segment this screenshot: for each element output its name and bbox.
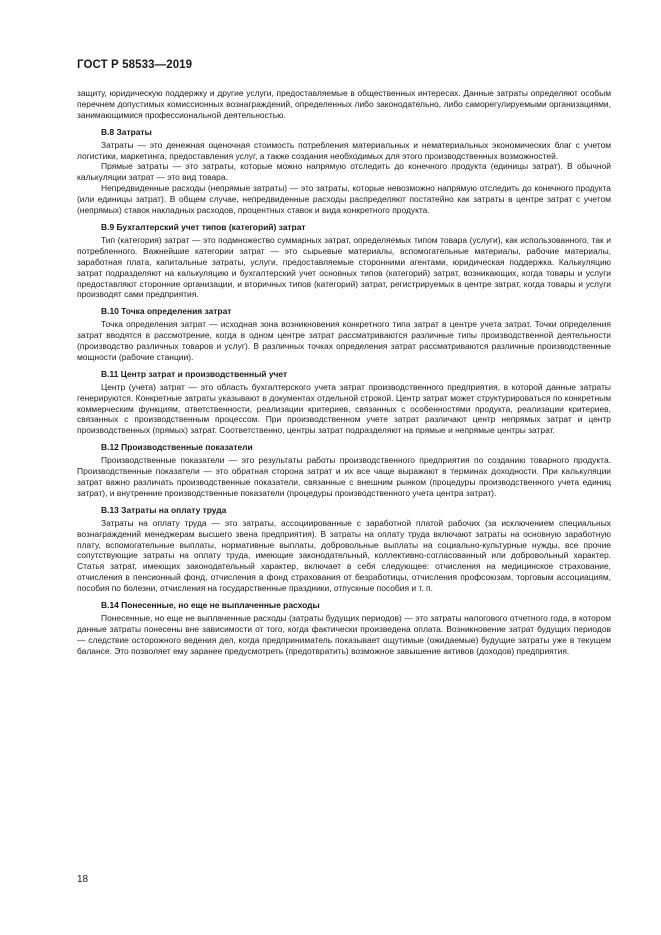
page-number: 18 (77, 874, 89, 885)
body-paragraph: Центр (учета) затрат — это область бухгалтерского учета затрат производственного предприятия, в которой данные затраты генерируются. Конкретные затраты указывают в документах отдельной строкой. Центр затрат может структурироваться по конкретным коммерческим функциям, ответственности, реализации критериев, связанных с особенностями продукта, реализации критериев, связанных с производственным процессом. При производственном учете затрат различают центр непрямых затрат и центр производственных (прямых) затрат. Соответственно, центры затрат подразделяют на прямые и непрямые центры затрат. (77, 381, 611, 436)
document-body (77, 88, 611, 657)
body-paragraph: Прямые затраты — это затраты, которые можно напрямую отследить до конечного продукта (единицы затрат). В обычной калькуляции затрат — это вид товара. (77, 161, 611, 183)
section-heading: B.9 Бухгалтерский учет типов (категорий) затрат (101, 221, 306, 232)
section-heading: B.13 Затраты на оплату труда (101, 504, 227, 515)
document-code: ГОСТ Р 58533—2019 (77, 59, 193, 71)
body-paragraph: Затраты на оплату труда — это затраты, ассоциированные с заработной платой рабочих (за исключением специальных вознаграждений менеджерам высшего звена предприятия). В затраты на оплату труда включают затраты на основную заработную плату, вспомогательные выплаты, нормативные выплаты, добровольные выплаты на социально-культурные нужды, все прочие сопутствующие затраты на оплату труда, имеющие законодательный, коллективно-согласованный или добровольный характер. Статья затрат, имеющих законодательный характер, включает в себя следующее: отчисления на медицинское страхование, отчисления в пенсионный фонд, отчисления в фонд страхования от безработицы, отчисления профсоюзам, торговым ассоциациям, пособия по болезни, отчисления на государственные праздники, отпускные пособия и т. п. (77, 517, 611, 594)
section-heading: B.8 Затраты (101, 126, 152, 137)
body-paragraph: Непредвиденные расходы (непрямые затраты) — это затраты, которые невозможно напрямую отследить до конечного продукта (или единицы затрат). В общем случае, непредвиденные расходы распределяют постатейно как затраты в центре затрат с учетом (непрямых) ставок накладных расходов, процентных ставок и вида конкретного продукта. (77, 183, 611, 216)
body-paragraph: Тип (категория) затрат — это подмножество суммарных затрат, определяемых типом товара (услуги), как использованного, так и потребленного. Важнейшие категории затрат — это сырьевые материалы, вспомогательные материалы, рабочие материалы, заработная плата, капитальные затраты, услуги, предоставляемые сторонними агентами, юридическая поддержка. Калькуляцию затрат подразделяют на калькуляцию и бухгалтерский учет основных типов (категорий) затрат, возникающих, когда товары и услуги предоставляют сторонние организации, и вторичных типов (категорий) затрат, регистрируемых в центре затрат, когда товары и услуги производят сами предприятия. (77, 234, 611, 300)
body-paragraph: Производственные показатели — это результаты работы производственного предприятия по созданию товарного продукта. Производственные показатели — это обратная сторона затрат и их все чаще выражают в терминах доходности. При калькуляции затрат важно различать производственные показатели, связанные с внешним рынком (процедуры производственного учета единиц затрат), и внутренние производственные показатели (процедуры производственного учета центра затрат). (77, 455, 611, 498)
section-heading: B.12 Производственные показатели (101, 442, 253, 453)
body-paragraph: Точка определения затрат — исходная зона возникновения конкретного типа затрат в центре учета затрат. Точки определения затрат вводятся в рассмотрение, когда в одном центре затрат рассматриваются различные типы производственной деятельности (производство различных товаров и услуг). В различных точках определения затрат рассматриваются различные производственные мощности (рабочие станции). (77, 319, 611, 362)
section-heading: B.14 Понесенные, но еще не выплаченные расходы (101, 600, 320, 611)
section-heading: B.10 Точка определения затрат (101, 306, 232, 317)
intro-paragraph: защиту, юридическую поддержку и другие услуги, предоставляемые в общественных интересах. Данные затраты определяют особым перечнем допустимых комиссионных вознаграждений, определенных либо законодательно, либо саморегулируемыми организациями, занимающимися профессиональной деятельностью. (77, 88, 611, 120)
body-paragraph: Затраты — это денежная оценочная стоимость потребления материальных и нематериальных экономических благ с учетом логистики, маркетинга, предоставления услуг, а также создания необходимых для этого производственных возможностей. (77, 139, 611, 161)
section-heading: B.11 Центр затрат и производственный учет (101, 368, 288, 379)
body-paragraph: Понесенные, но еще не выплаченные расходы (затраты будущих периодов) — это затраты налогового отчетного года, в котором данные затраты понесены вне зависимости от того, когда фактически произведена оплата. Возникновение затрат будущих периодов — следствие осторожного ведения дел, когда предприниматель показывает ощутимые (ожидаемые) будущие затраты уже в текущем балансе. Это позволяет ему заранее предусмотреть (предотвратить) возможное завышение активов (доходов) предприятия. (77, 612, 611, 656)
